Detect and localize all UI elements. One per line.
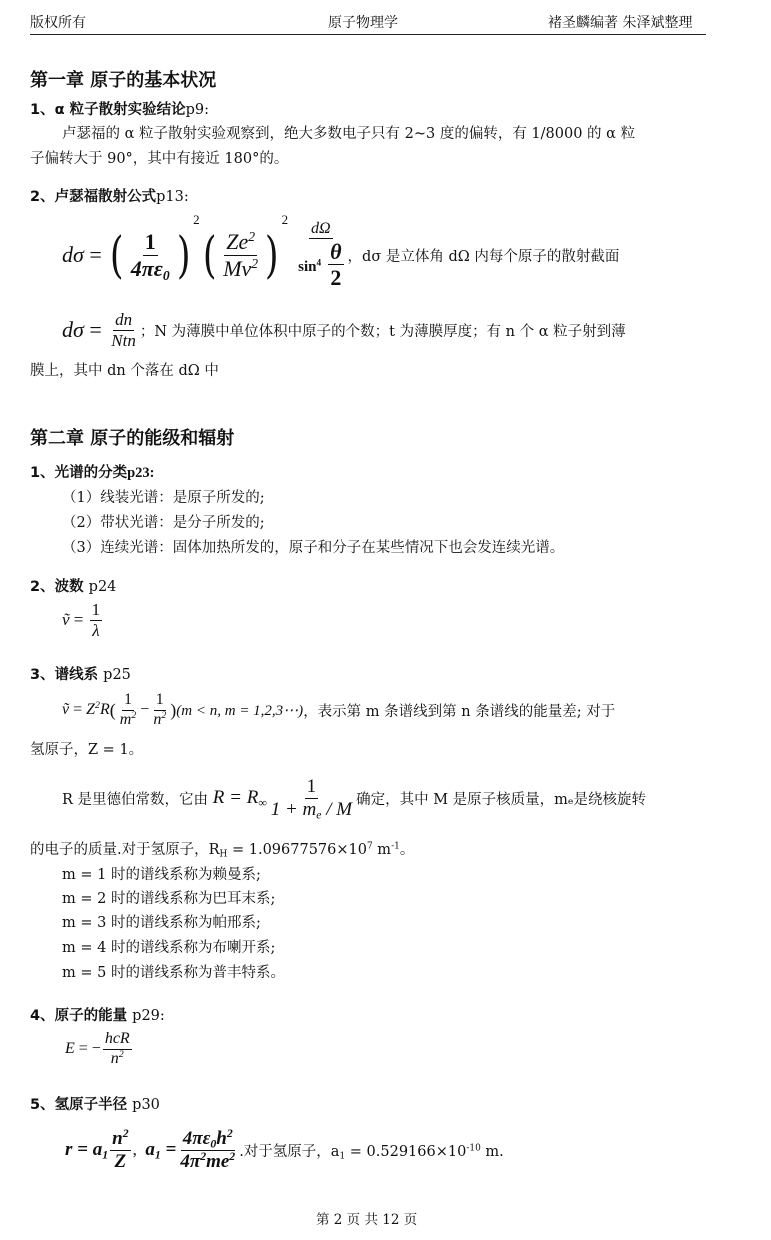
- spectrum-item-1: （1）线装光谱：是原子所发的;: [62, 490, 265, 506]
- page-footer: 第 2 页 共 12 页: [316, 1212, 418, 1228]
- series-item-3: m = 3 时的谱线系称为帕邢系;: [62, 915, 261, 931]
- cross-section-formula: dσ = $\frac{dn}{\text{Ntn}}$ ；N 为薄膜中单位体积中原子的个数；t 为薄膜厚度；有 n 个 α 粒子射到薄: [62, 309, 626, 350]
- section-1-2-desc3: 膜上，其中 dn 个落在 dΩ 中: [30, 363, 219, 379]
- section-2-2-title: 2、波数 p24: [30, 579, 117, 595]
- energy-formula: E = − $\frac{\text{hcR}}{n^2}$: [65, 1030, 130, 1067]
- series-item-5: m = 5 时的谱线系称为普丰特系。: [62, 965, 285, 981]
- rutherford-formula: dσ = ( $\frac{1}{4\pi\varepsilon_0}$ ) 2 ( $\frac{Ze^2}{Mv^2}$ ) 2 dΩ $\sin^4$ $\frac{\theta}{2}$ ，dσ 是立体角 dΩ 内每个原子的散射截面: [62, 212, 620, 291]
- spectrum-item-2: （2）带状光谱：是分子所发的;: [62, 515, 265, 531]
- series-item-2: m = 2 时的谱线系称为巴耳末系;: [62, 891, 276, 907]
- chapter-1-title: 第一章 原子的基本状况: [30, 70, 217, 91]
- section-2-5-title: 5、氢原子半径 p30: [30, 1097, 160, 1113]
- wavenumber-formula: ṽ = $\frac{1}{\lambda}$: [62, 599, 101, 640]
- section-2-4-title: 4、原子的能量 p29:: [30, 1008, 165, 1024]
- header-right: 褚圣麟编著 朱泽斌整理: [548, 15, 693, 31]
- spectral-series-formula: ṽ = $Z^2R$ ( $\frac{1}{m^2}$ − $\frac{1}{n^2}$ ) (m < n, m = 1,2,3⋯) ，表示第 m 条谱线到第 n 条谱线的能量差; 对于: [62, 691, 616, 728]
- series-item-1: m = 1 时的谱线系称为赖曼系;: [62, 867, 261, 883]
- section-1-1-line1: 卢瑟福的 α 粒子散射实验观察到，绝大多数电子只有 2~3 度的偏转，有 1/8000 的 α 粒: [62, 126, 636, 142]
- header-left: 版权所有: [30, 15, 86, 31]
- header-rule: [30, 34, 706, 35]
- section-1-1-title: 1、α 粒子散射实验结论p9:: [30, 102, 210, 118]
- section-2-1-title: 1、光谱的分类p23:: [30, 465, 155, 481]
- section-2-3-title: 3、谱线系 p25: [30, 667, 131, 683]
- spectrum-item-3: （3）连续光谱：固体加热所发的，原子和分子在某些情况下也会发连续光谱。: [62, 540, 565, 556]
- section-1-2-title: 2、卢瑟福散射公式p13:: [30, 189, 189, 205]
- section-2-3-desc2: 氢原子，Z = 1。: [30, 742, 144, 758]
- section-1-1-line2: 子偏转大于 90°，其中有接近 180°的。: [30, 151, 289, 167]
- hydrogen-radius-formula: $r = a_1$ $\frac{n^2}{Z}$ , $a_1$ = $\frac{4\pi\varepsilon_0h^2}{4\pi^2me^2}$ .对于氢原子，$a_1 = 0.529166\times 10^{-10}$ m.: [65, 1126, 504, 1172]
- chapter-2-title: 第二章 原子的能级和辐射: [30, 428, 235, 449]
- rydberg-hydrogen-value: 的电子的质量.对于氢原子，$R_H = 1.09677576\times 10^7$ $m^{-1}$。: [30, 841, 415, 860]
- series-item-4: m = 4 时的谱线系称为布喇开系;: [62, 940, 276, 956]
- rydberg-formula: R 是里德伯常数，它由 $R = R_\infty$ $\frac{1}{1 + m_e / M}$ 确定，其中 M 是原子核质量，mₑ是绕核旋转: [62, 775, 647, 822]
- header-center: 原子物理学: [328, 15, 398, 31]
